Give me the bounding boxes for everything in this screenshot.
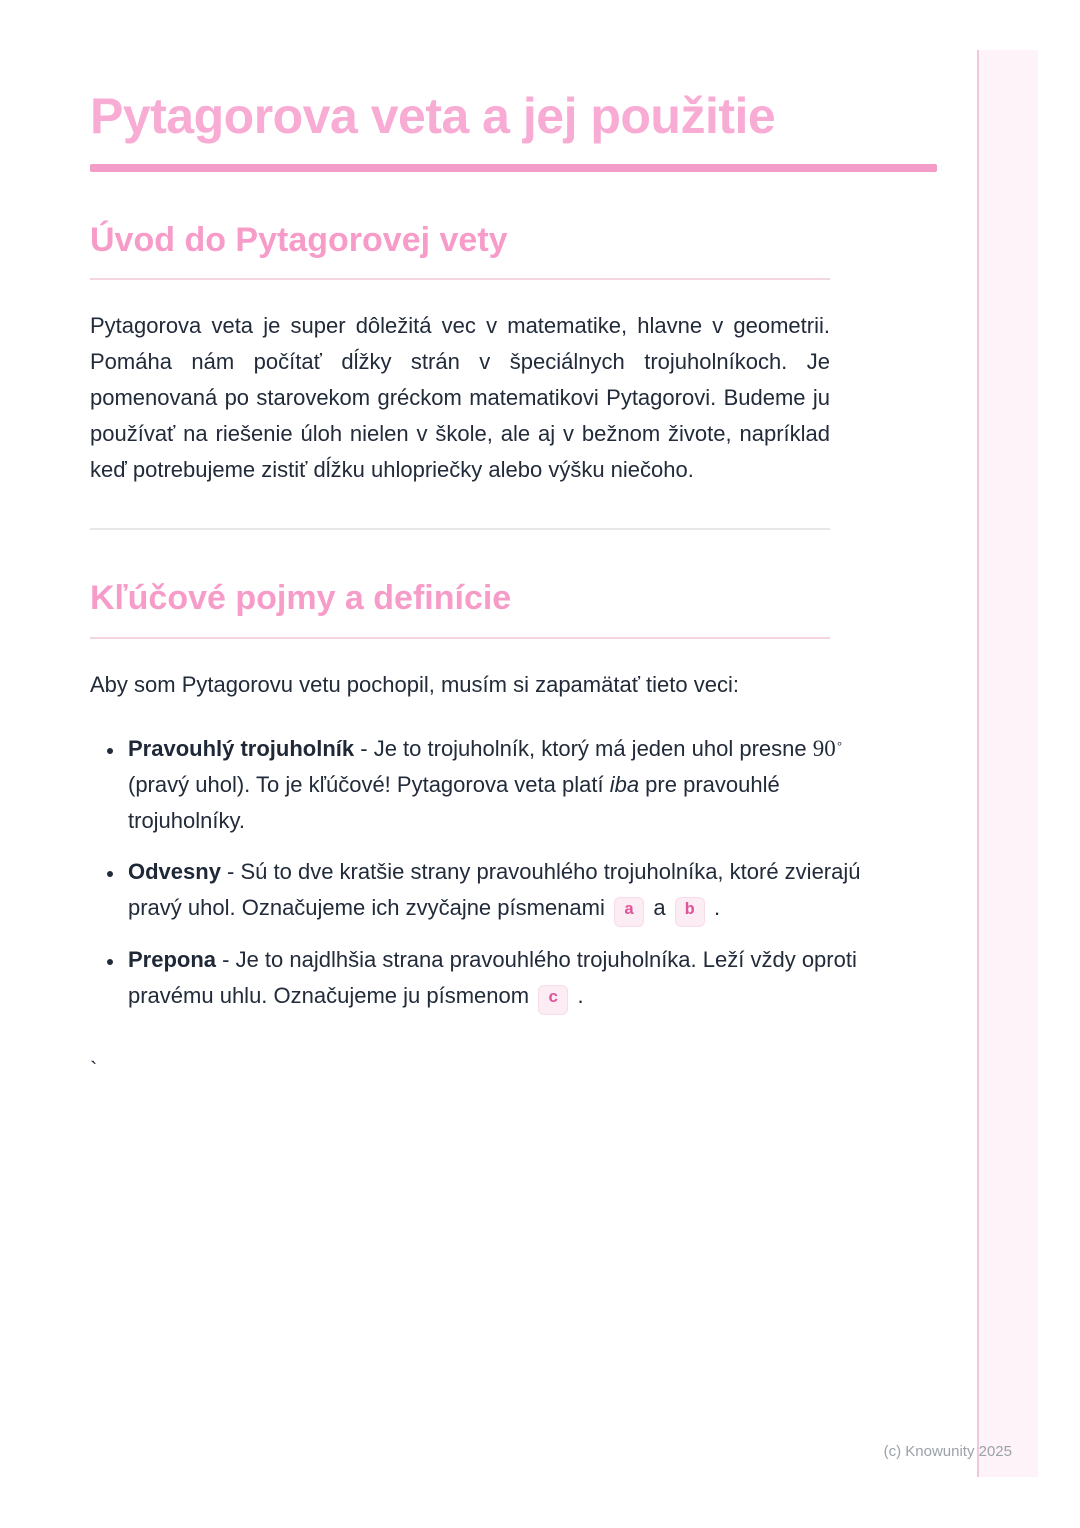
list-intro-text: Aby som Pytagorovu vetu pochopil, musím si zapamätať tieto veci:	[90, 672, 739, 698]
text-segment: Prepona	[128, 947, 217, 973]
text-segment: 90	[812, 736, 836, 762]
text-segment: Odvesny	[128, 859, 221, 885]
stray-backtick: `	[90, 1057, 98, 1083]
text-segment: - Sú to dve kratšie strany pravouhlého trojuholníka, ktoré zvierajú pravý uhol. Označujeme ich zvyčajne písmenami	[128, 859, 861, 921]
section-uvod	[90, 220, 937, 489]
page-title: Pytagorova veta a jej použitie	[90, 88, 776, 144]
section-heading-uvod: Úvod do Pytagorovej vety	[90, 220, 508, 259]
text-segment: iba	[609, 772, 640, 798]
footer-credit: (c) Knowunity 2025	[883, 1443, 1012, 1460]
text-segment: a	[647, 895, 672, 921]
list-item	[125, 854, 865, 927]
code-badge-b: b	[675, 897, 705, 927]
text-segment: Pravouhlý trojuholník	[128, 736, 355, 762]
heading-rule	[90, 637, 830, 639]
text-segment: - Je to najdlhšia strana pravouhlého trojuholníka. Leží vždy oproti pravému uhlu. Označujeme ju písmenom	[128, 947, 857, 1009]
document-content	[90, 0, 937, 1083]
text-segment: (pravý uhol). To je kľúčové! Pytagorova veta platí	[128, 772, 610, 798]
intro-paragraph: Pytagorova veta je super dôležitá vec v matematike, hlavne v geometrii. Pomáha nám počítať dĺžky strán v špeciálnych trojuholníkoch. Je pomenovaná po starovekom gréckom matematikovi Pytagorovi. Budeme ju používať na riešenie úloh nielen v škole, ale aj v bežnom živote, napríklad keď potrebujeme zistiť dĺžku uhlopriečky alebo výšku niečoho.	[90, 313, 830, 483]
section-divider	[90, 528, 830, 530]
code-badge-c: c	[538, 985, 568, 1015]
text-segment: .	[707, 895, 721, 921]
section-pojmy	[90, 578, 937, 1015]
section-heading-pojmy: Kľúčové pojmy a definície	[90, 579, 512, 618]
heading-rule	[90, 278, 830, 280]
right-margin-stripe	[977, 50, 1038, 1477]
code-badge-a: a	[614, 897, 644, 927]
text-segment: - Je to trojuholník, ktorý má jeden uhol presne	[354, 736, 813, 762]
terms-list	[90, 731, 865, 1015]
list-item	[125, 942, 865, 1015]
text-segment: .	[571, 983, 584, 1009]
text-segment: ∘	[835, 736, 844, 751]
title-rule	[90, 164, 937, 172]
text-segment: pre pravouhlé trojuholníky.	[128, 772, 780, 834]
list-item	[125, 731, 865, 839]
